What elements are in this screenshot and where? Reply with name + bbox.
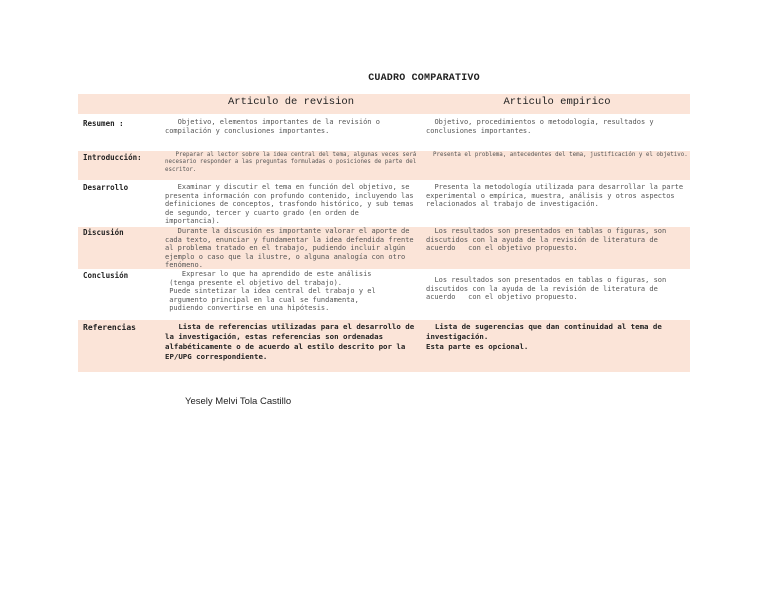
- review-cell: Preparar al lector sobre la idea central del tema, algunas veces será necesario responder a las preguntas formuladas o posiciones de parte del escritor.: [165, 152, 420, 173]
- empirical-cell: Los resultados son presentados en tablas o figuras, son discutidos con la ayuda de la revisión de literatura de acuerdo con el objetivo propuesto.: [426, 227, 671, 253]
- review-cell: Objetivo, elementos importantes de la revisión o compilación y conclusiones importantes.: [165, 118, 385, 135]
- table-row-resumen: [78, 116, 690, 150]
- row-label: Referencias: [83, 323, 136, 332]
- empirical-cell: Los resultados son presentados en tablas o figuras, son discutidos con la ayuda de la revisión de literatura de acuerdo con el objetivo propuesto.: [426, 276, 671, 302]
- page-title: CUADRO COMPARATIVO: [368, 73, 480, 84]
- empirical-cell: Lista de sugerencias que dan continuidad al tema de investigación. Esta parte es opcional.: [426, 322, 662, 351]
- review-cell: Durante la discusión es importante valorar el aporte de cada texto, enunciar y fundamentar la idea defendida frente al problema tratado en el trabajo, pudiendo incluir algún ejemplo o caso que la ilustre, o alguna analogía con otro fenómeno.: [165, 227, 418, 270]
- table-row-discusion: [78, 227, 690, 269]
- table-header-row: [78, 94, 690, 114]
- table-row-desarrollo: [78, 181, 690, 227]
- table-row-conclusion: [78, 270, 690, 316]
- review-cell: Lista de referencias utilizadas para el desarrollo de la investigación, estas referencias son ordenadas alfabéticamente o de acuerdo al estilo descrito por la EP/UPG correspondiente.: [165, 322, 419, 361]
- empirical-cell: Presenta la metodología utilizada para desarrollar la parte experimental o empírica, muestra, análisis y otros aspectos relacionados al trabajo de investigación.: [426, 183, 688, 209]
- empirical-cell: Objetivo, procedimientos o metodología, resultados y conclusiones importantes.: [426, 118, 658, 135]
- review-cell: Expresar lo que ha aprendido de este análisis (tenga presente el objetivo del trabajo). Puede sintetizar la idea central del trabajo y el argumento principal en la cual se fundamenta, pudiendo convertirse en una hipótesis.: [169, 270, 376, 313]
- review-cell: Examinar y discutir el tema en función del objetivo, se presenta información con profundo contenido, incluyendo las definiciones de conceptos, trasfondo histórico, y sub temas de segundo, tercer y cuarto grado (en orden de importancia).: [165, 183, 418, 226]
- row-label: Conclusión: [83, 271, 129, 280]
- row-label: Discusión: [83, 228, 124, 237]
- header-empirical-article: Articulo empirico: [503, 96, 611, 108]
- table-row-referencias: [78, 320, 690, 372]
- row-label: Resumen :: [83, 119, 124, 128]
- table-row-introduccion: [78, 151, 690, 180]
- row-label: Introducción:: [83, 153, 142, 162]
- header-review-article: Articulo de revision: [227, 96, 355, 108]
- empirical-cell: Presenta el problema, antecedentes del tema, justificación y el objetivo.: [426, 152, 688, 158]
- author-name: Yesely Melvi Tola Castillo: [185, 396, 292, 407]
- row-label: Desarrollo: [83, 183, 129, 192]
